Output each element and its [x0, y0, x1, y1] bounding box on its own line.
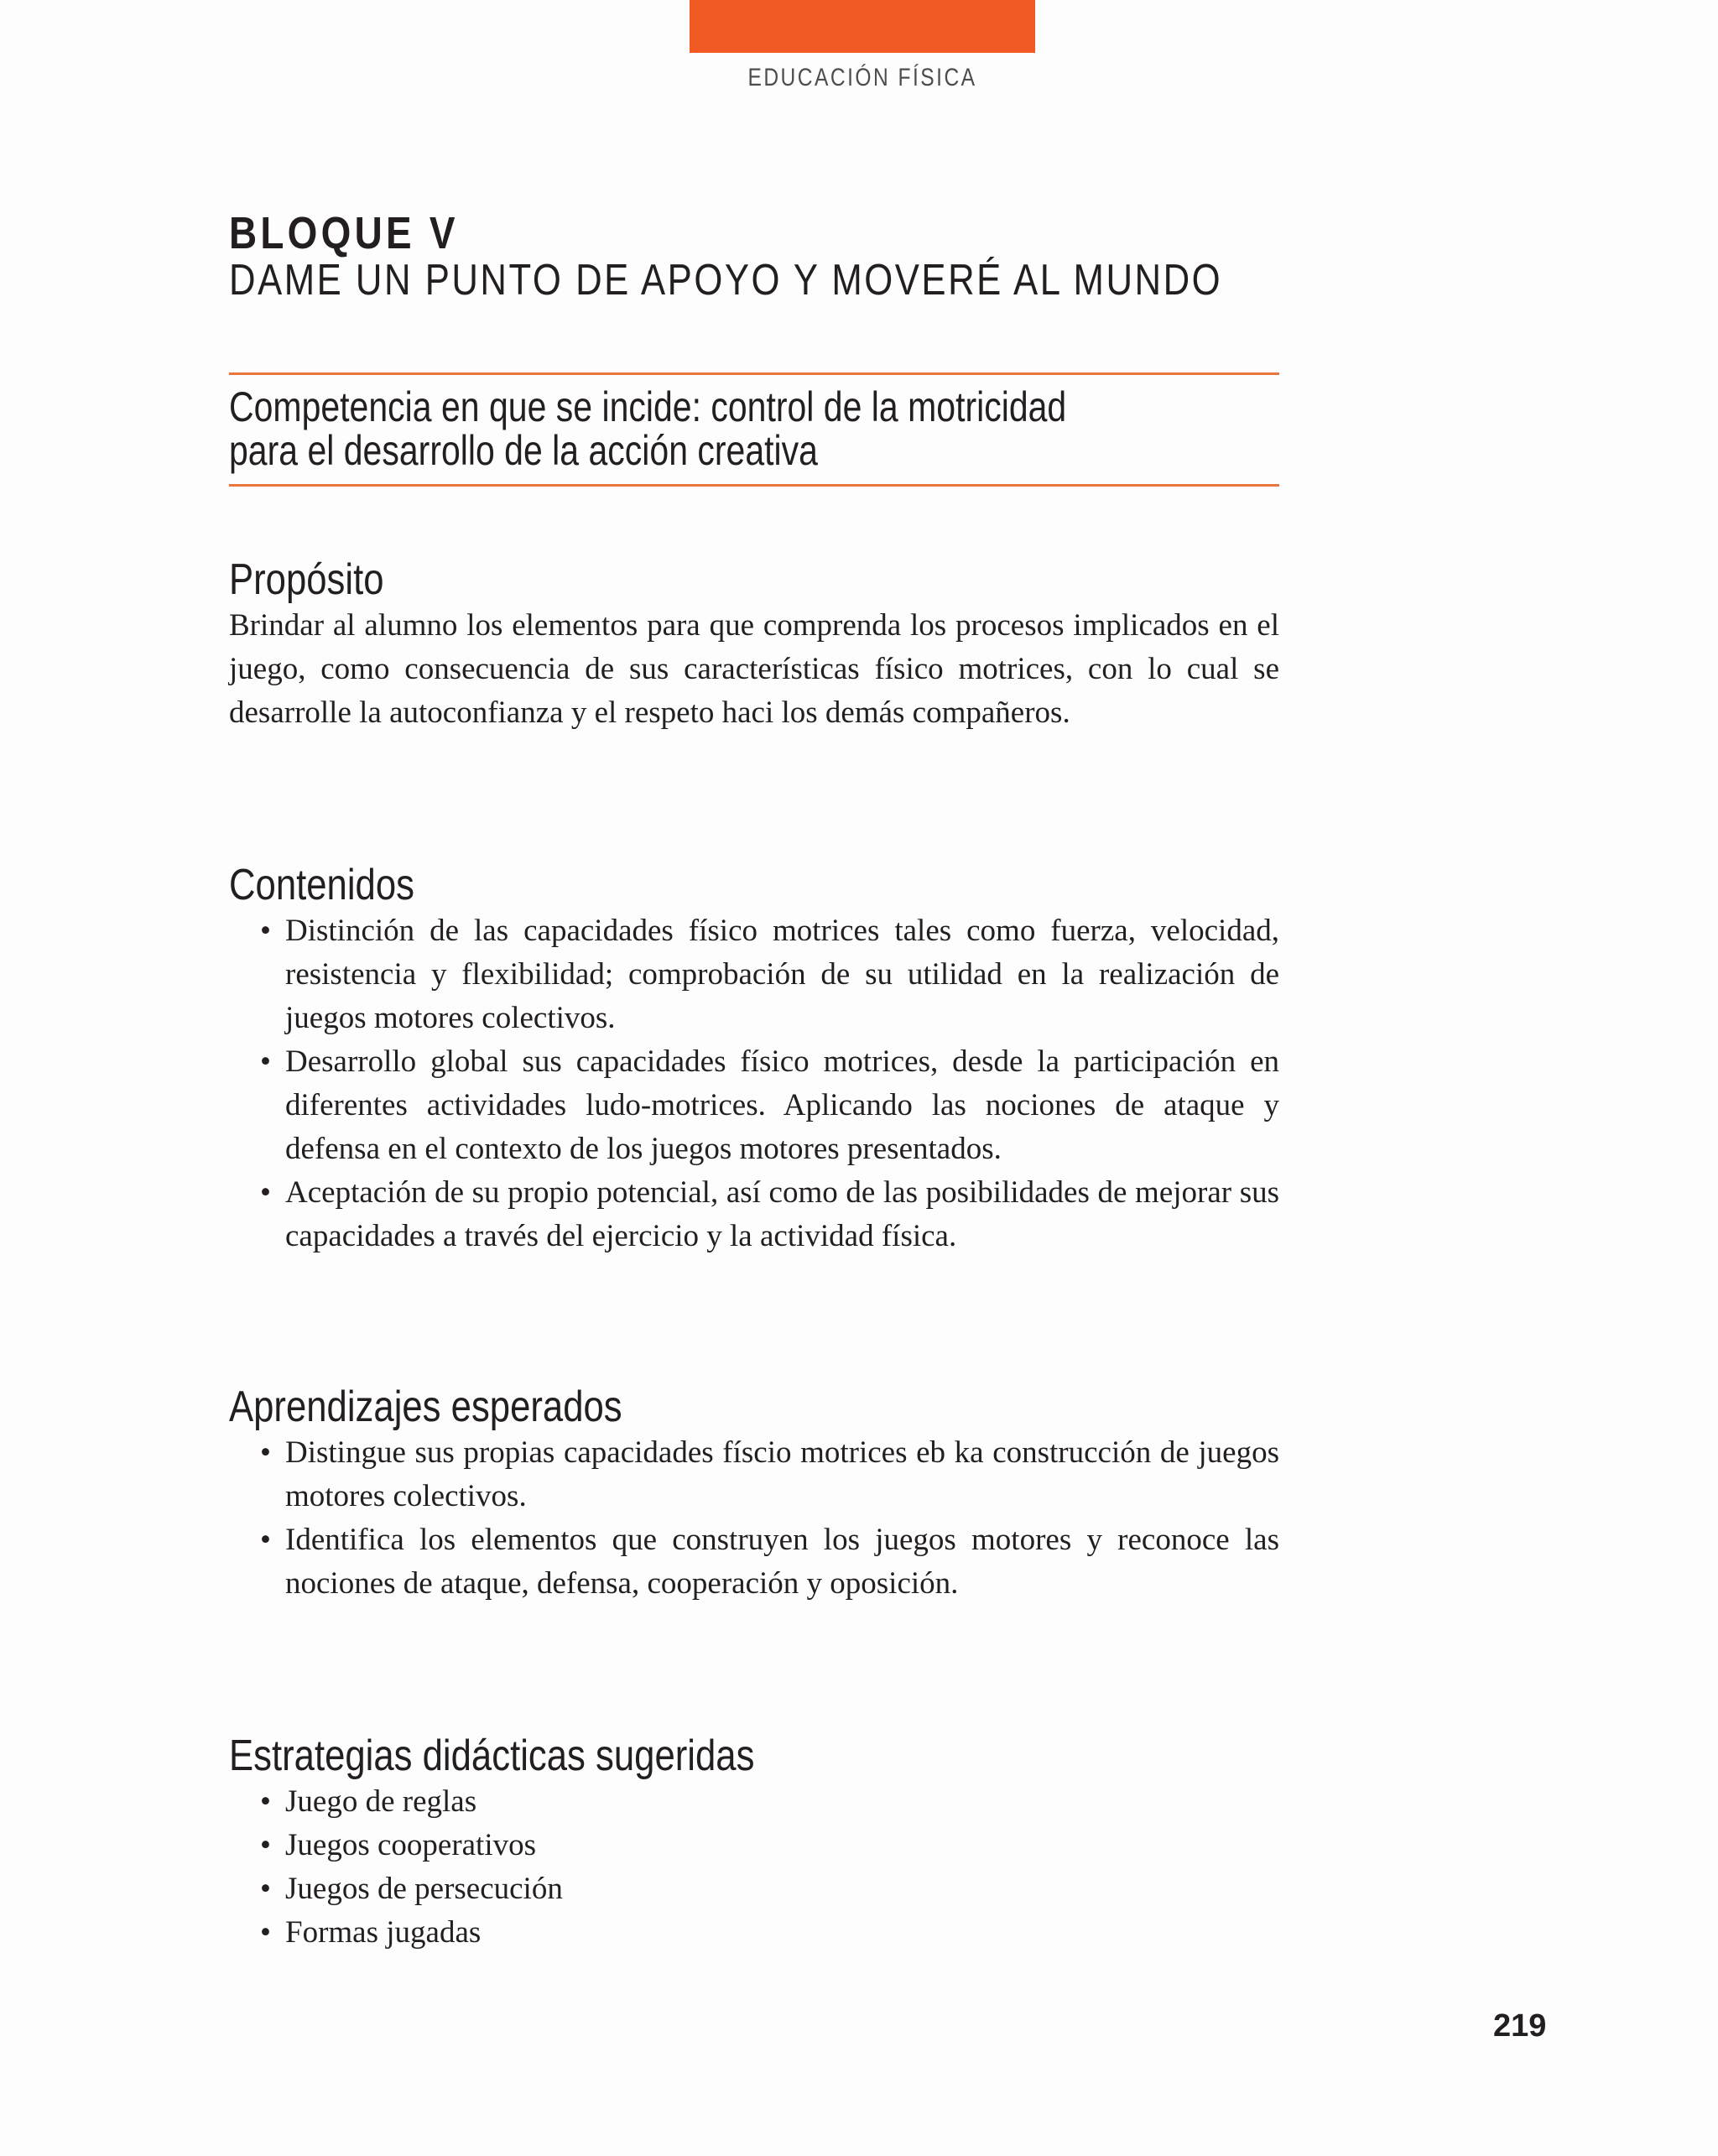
running-header: EDUCACIÓN FÍSICA	[747, 64, 977, 91]
page-number: 219	[1493, 2008, 1547, 2044]
list-item: • Formas jugadas	[229, 1911, 1279, 1955]
competence-line-1: Competencia en que se incide: control de la motricidad	[229, 383, 1067, 430]
aprendizajes-heading: Aprendizajes esperados	[229, 1383, 622, 1431]
contenidos-list	[229, 909, 1279, 1258]
page-content	[229, 210, 1279, 1955]
list-item: • Juegos cooperativos	[229, 1824, 1279, 1867]
competence-line-2: para el desarrollo de la acción creativa	[229, 427, 818, 474]
contenidos-heading: Contenidos	[229, 861, 414, 909]
proposito-text: Brindar al alumno los elementos para que comprenda los procesos implicados en el juego, como consecuencia de sus características físico motrices, con lo cual se desarrolle la autoconfianza y el respeto haci los demás compañeros.	[229, 608, 1279, 730]
proposito-heading: Propósito	[229, 555, 384, 604]
bullet-icon: •	[260, 1044, 271, 1079]
contenidos-section	[229, 861, 1279, 1258]
list-item: • Desarrollo global sus capacidades físico motrices, desde la participación en diferentes actividades ludo-motrices. Aplicando las nociones de ataque y defensa en el contexto de los juegos motores presentados.	[229, 1040, 1279, 1171]
list-item: • Aceptación de su propio potencial, así como de las posibilidades de mejorar sus capacidades a través del ejercicio y la actividad física.	[229, 1171, 1279, 1258]
bullet-icon: •	[260, 1175, 271, 1210]
list-item: • Juegos de persecución	[229, 1867, 1279, 1911]
proposito-section	[229, 555, 1279, 735]
bullet-icon: •	[260, 914, 271, 948]
estrategias-section	[229, 1732, 1279, 1955]
block-heading	[229, 210, 1279, 304]
competence-box	[229, 372, 1279, 487]
estrategias-heading: Estrategias didácticas sugeridas	[229, 1732, 755, 1780]
bullet-icon: •	[260, 1872, 271, 1906]
list-item: • Identifica los elementos que construyen los juegos motores y reconoce las nociones de ataque, defensa, cooperación y oposición.	[229, 1518, 1279, 1606]
estrategias-list	[229, 1780, 1279, 1955]
list-item: • Juego de reglas	[229, 1780, 1279, 1824]
aprendizajes-list	[229, 1431, 1279, 1606]
header-accent-tab	[690, 0, 1035, 53]
bullet-icon: •	[260, 1915, 271, 1950]
block-title: DAME UN PUNTO DE APOYO Y MOVERÉ AL MUNDO	[229, 256, 1223, 305]
list-item: • Distingue sus propias capacidades físcio motrices eb ka construcción de juegos motores colectivos.	[229, 1431, 1279, 1518]
bullet-icon: •	[260, 1523, 271, 1557]
bullet-icon: •	[260, 1784, 271, 1819]
block-number: BLOQUE V	[229, 208, 459, 258]
list-item: • Distinción de las capacidades físico motrices tales como fuerza, velocidad, resistencia y flexibilidad; comprobación de su utilidad en la realización de juegos motores colectivos.	[229, 909, 1279, 1040]
bullet-icon: •	[260, 1435, 271, 1470]
bullet-icon: •	[260, 1828, 271, 1862]
aprendizajes-section	[229, 1383, 1279, 1606]
